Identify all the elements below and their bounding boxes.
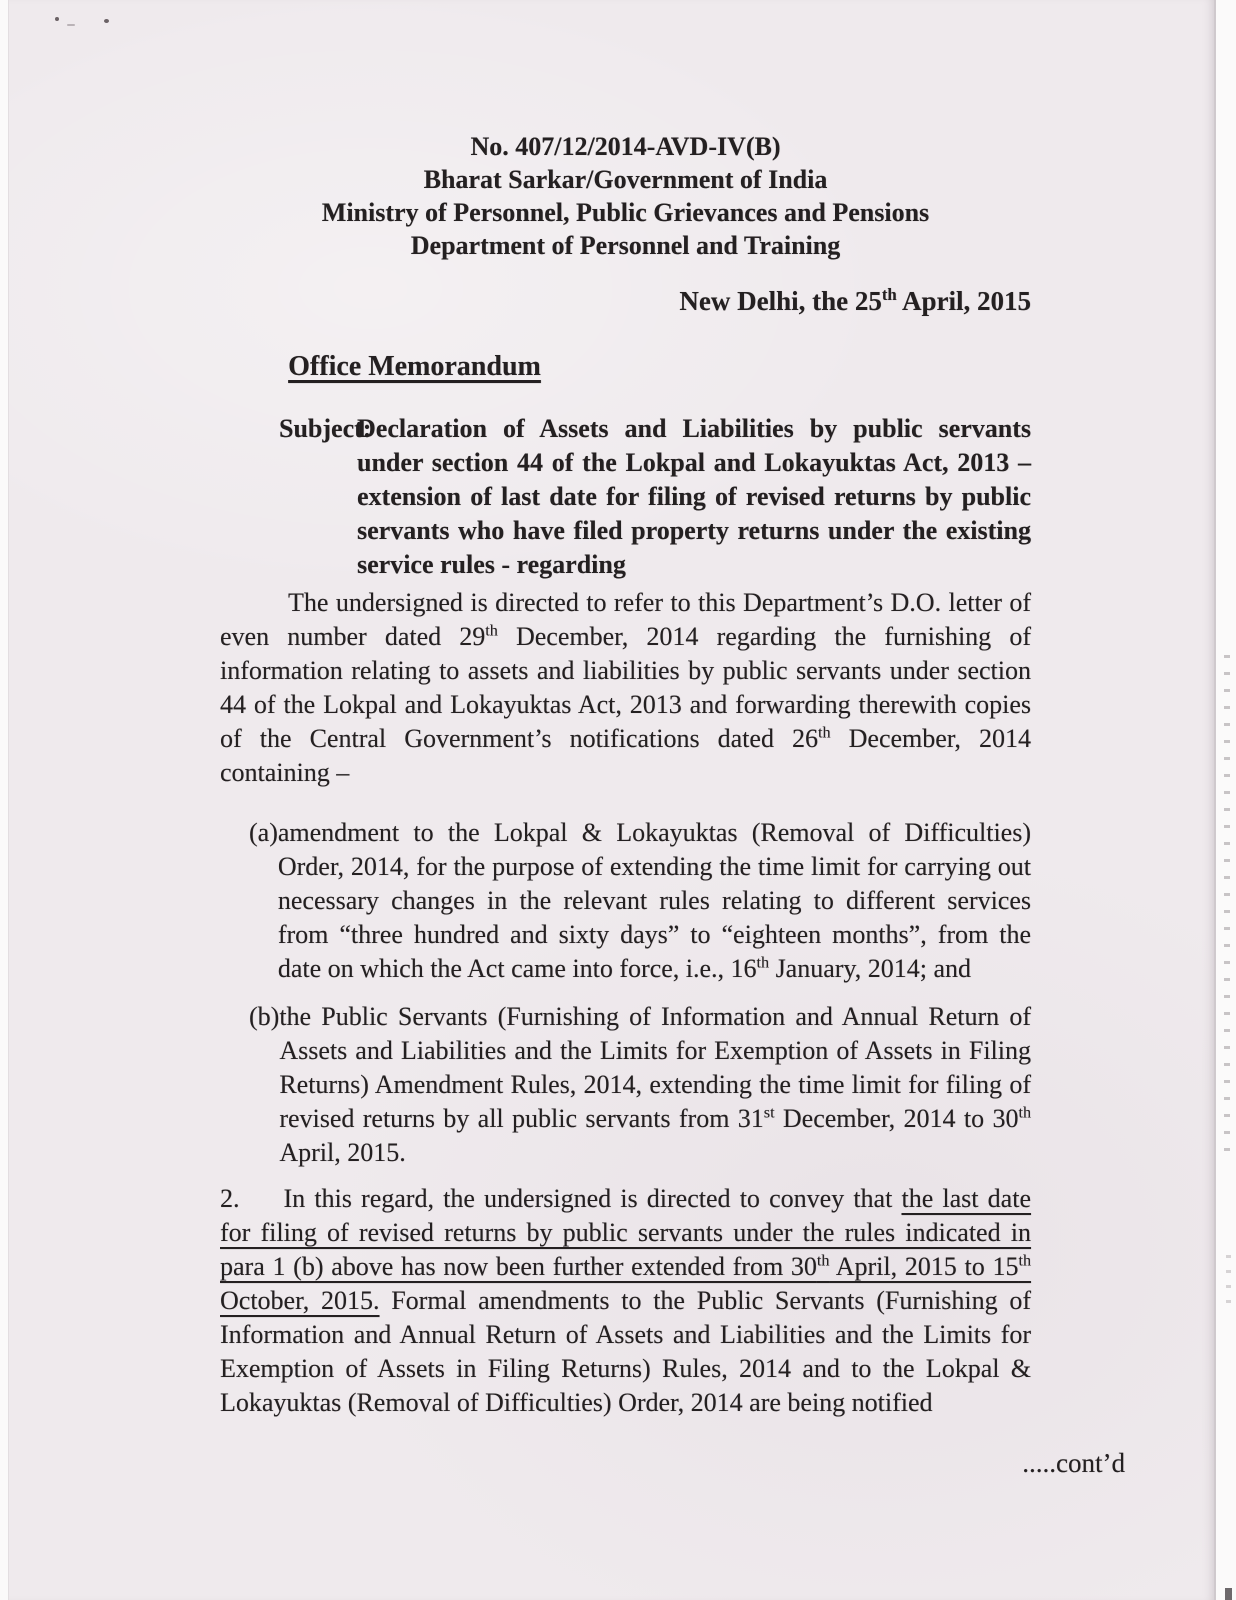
scan-corner-mark [1225,1588,1232,1600]
ordinal-suffix: st [763,1104,775,1122]
document-page [8,0,1216,1600]
paragraph-1-text: December, 2014 containing – [220,724,1032,787]
subject-label: Subject: [279,414,372,443]
date-ordinal-suffix: th [881,285,897,304]
ordinal-suffix: th [818,724,831,742]
underlined-segment: April, 2015 to 15 [829,1252,1019,1281]
date-text: New Delhi, the 25 [679,286,882,316]
list-item-a-text [278,816,1031,986]
ordinal-suffix: th [816,1252,830,1270]
list-item-a-segment: January, 2014; and [769,954,971,983]
org-line-government: Bharat Sarkar/Government of India [423,165,828,194]
list-item-b-text [279,1000,1031,1170]
continuation-note-text: .....cont’d [1022,1448,1125,1478]
paragraph-1 [220,586,1031,790]
list-marker-a: (a) [249,818,278,847]
letterhead [220,130,1031,262]
subject-block [279,412,1031,582]
paragraph-2-text: In this regard, the undersigned is directed to convey that [283,1184,902,1213]
list-item-b-segment: the Public Servants (Furnishing of Information and Annual Return of Assets and Liabilities and the Limits for Exemption of Assets in Filing Returns) Amendment Rules, 2014, extending the time limit for filing of revised returns by all public servants from 31 [279,1002,1031,1133]
scan-speck [104,19,109,23]
ordinal-suffix: th [1018,1104,1031,1122]
document-title-text: Office Memorandum [288,351,541,382]
org-line-department: Department of Personnel and Training [410,231,841,260]
org-line-ministry: Ministry of Personnel, Public Grievances and Pensions [321,198,930,227]
page-edge-bleed-marks [1224,655,1230,1155]
list-item-b-segment: April, 2015. [279,1138,406,1167]
reference-number: No. 407/12/2014-AVD-IV(B) [470,132,781,161]
scan-speck [55,17,59,21]
ordinal-suffix: th [485,622,498,640]
date-text-rest: April, 2015 [896,286,1031,316]
document-title [9,350,820,384]
paragraph-1-text: The undersigned is directed to refer to this Department’s D.O. letter of even number dated 29 [220,588,1031,651]
list-item-b [249,1000,1031,1170]
paragraph-2-number: 2. [220,1184,240,1213]
paragraph-2-text: Formal amendments to the Public Servants (Furnishing of Information and Annual Return of Assets and Liabilities and the Limits for Exemption of Assets in Filing Returns) Rules, 2014 and to the Lokpal & Lokayuktas (Removal of Difficulties) Order, 2014 are being notified [220,1286,1031,1417]
paragraph-1-text: December, 2014 regarding the furnishing of information relating to assets and liabilities by public servants under section 44 of the Lokpal and Lokayuktas Act, 2013 and forwarding therewith copies of the Central Government’s notifications dated 26 [220,622,1031,753]
continuation-note [220,1446,1125,1480]
page-edge-bleed-marks-lower [1226,1255,1231,1315]
subject-text: Declaration of Assets and Liabilities by public servants under section 44 of the Lokpal and Lokayuktas Act, 2013 – extension of last date for filing of revised returns by public servants who have filed property returns under the existing service rules - regarding [357,414,1031,579]
ordinal-suffix: th [756,954,770,972]
underlined-segment: the last date for filing of revised returns by public servants under the rules indicated in para 1 (b) above has now been further extended from 30 [220,1184,1031,1281]
underlined-segment: October, 2015. [220,1286,380,1315]
list-item-a [249,816,1031,986]
list-marker-b: (b) [249,1002,280,1031]
scan-speck [67,24,75,26]
list-item-b-segment: December, 2014 to 30 [774,1104,1019,1133]
date-line [220,284,1031,318]
paragraph-2 [220,1182,1031,1420]
list-item-a-segment: amendment to the Lokpal & Lokayuktas (Removal of Difficulties) Order, 2014, for the purpose of extending the time limit for carrying out necessary changes in the relevant rules relating to different services from “three hundred and sixty days” to “eighteen months”, from the date on which the Act came into force, i.e., 16 [277,818,1031,983]
ordinal-suffix: th [1018,1252,1031,1270]
